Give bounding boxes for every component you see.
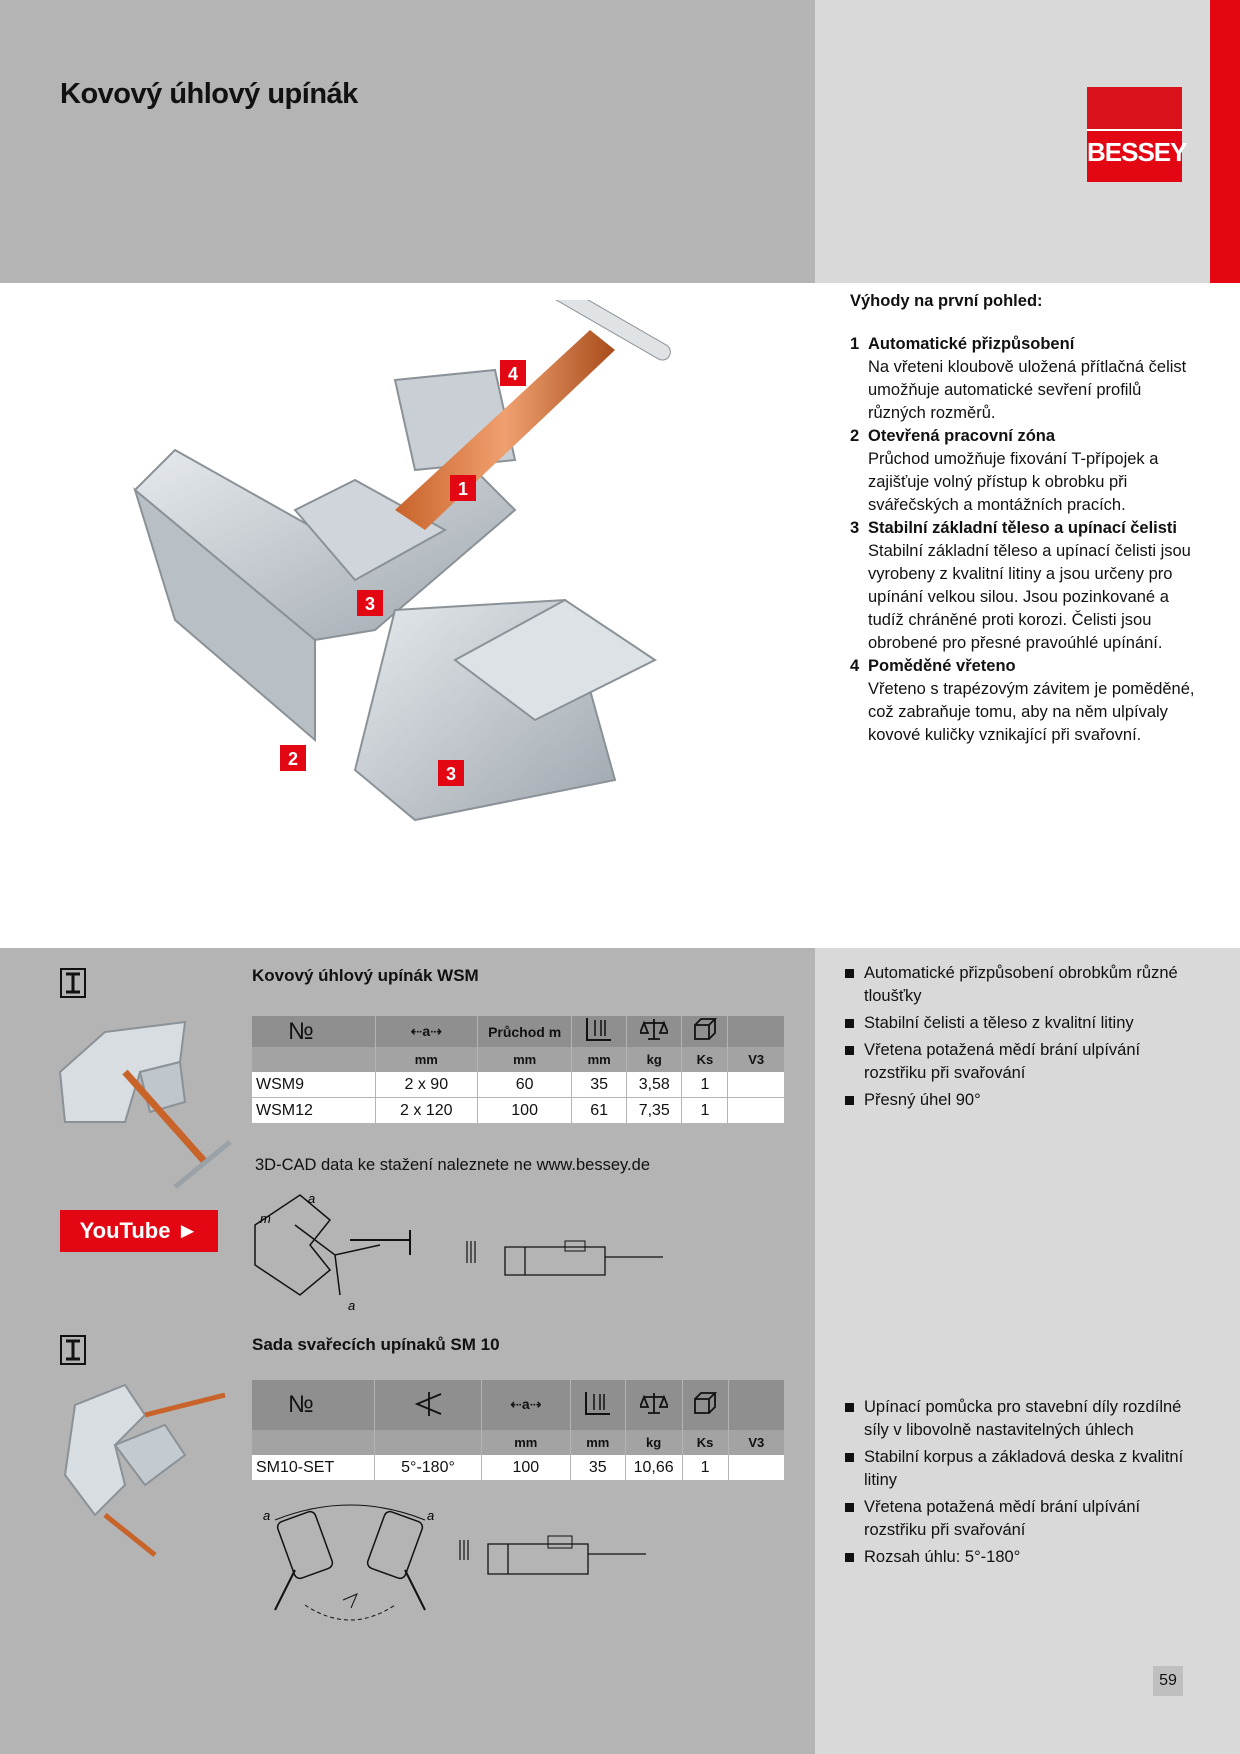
header-a: ⇠a⇢ [375, 1016, 477, 1047]
list-item: Stabilní korpus a základová deska z kvalitní litiny [845, 1446, 1205, 1492]
svg-text:a: a [348, 1298, 356, 1313]
list-item: Přesný úhel 90° [845, 1089, 1205, 1112]
height-icon [572, 1016, 627, 1047]
benefit-text: Vřeteno s trapézovým závitem je poměděné, což zabraňuje tomu, aby na něm ulpívaly kovové kuličky vznikající při svařovní. [868, 680, 1195, 744]
unit-cell: Ks [682, 1430, 728, 1455]
weight-icon [625, 1380, 682, 1430]
benefit-text: Na vřeteni kloubově uložená přítlačná čelist umožňuje automatické sevření profilů různých rozměrů. [868, 358, 1187, 422]
product-photo [95, 300, 775, 860]
table-row [252, 1455, 785, 1481]
page-title: Kovový úhlový upínák [60, 78, 358, 110]
unit-cell: mm [477, 1047, 571, 1072]
table-header-row [252, 1016, 785, 1047]
wsm-product-image [55, 1012, 245, 1202]
benefit-title: Stabilní základní těleso a upínací čelisti [868, 519, 1178, 537]
cell: 5°-180° [375, 1455, 481, 1481]
benefit-number: 4 [850, 657, 860, 675]
header-no: № [252, 1016, 375, 1047]
benefit-number: 2 [850, 427, 860, 445]
svg-text:a: a [263, 1508, 271, 1523]
table-row [252, 1072, 785, 1098]
benefit-text: Průchod umožňuje fixování T-přípojek a zajišťuje volný přístup k obrobku při svářečských a montážních pracích. [868, 450, 1159, 514]
weight-icon [627, 1016, 682, 1047]
callout-1 [450, 475, 476, 501]
units-row [252, 1430, 785, 1455]
svg-text:3: 3 [445, 764, 457, 784]
angle-icon [375, 1380, 481, 1430]
sm10-top-drawing [255, 1490, 445, 1630]
header-pass: Průchod m [477, 1016, 571, 1047]
cell: 60 [477, 1072, 571, 1098]
sm10-bullets [845, 1396, 1205, 1573]
list-item: Vřetena potažená mědí brání ulpívání rozstřiku při svařování [845, 1496, 1205, 1542]
unit-cell [252, 1047, 375, 1072]
cell: 2 x 120 [375, 1098, 477, 1124]
logo-stripe [1087, 87, 1182, 131]
cell: 1 [682, 1072, 728, 1098]
cad-note[interactable]: 3D-CAD data ke stažení naleznete ne www.bessey.de [255, 1156, 650, 1174]
cell: 35 [572, 1072, 627, 1098]
cell: 35 [570, 1455, 625, 1481]
svg-text:2: 2 [287, 749, 299, 769]
i-beam-icon [60, 968, 86, 998]
list-item: Upínací pomůcka pro stavební díly rozdílné síly v libovolně nastavitelných úhlech [845, 1396, 1205, 1442]
unit-cell [252, 1430, 375, 1455]
unit-cell: V3 [728, 1430, 784, 1455]
logo-text: BESSEY [1087, 137, 1187, 167]
header-v3 [728, 1380, 784, 1430]
benefit-item [850, 425, 1195, 517]
header-v3 [728, 1016, 785, 1047]
youtube-button[interactable]: YouTube ► [60, 1210, 218, 1252]
cell-article: WSM9 [252, 1072, 375, 1098]
wsm-top-drawing [250, 1185, 440, 1315]
unit-cell: kg [627, 1047, 682, 1072]
cell: 1 [682, 1455, 728, 1481]
box-icon [682, 1380, 728, 1430]
cell [728, 1455, 784, 1481]
list-item: Vřetena potažená mědí brání ulpívání rozstřiku při svařování [845, 1039, 1205, 1085]
callout-3b [438, 760, 464, 786]
table-header-row [252, 1380, 785, 1430]
units-row [252, 1047, 785, 1072]
sm10-spec-table [252, 1380, 785, 1481]
cell: 2 x 90 [375, 1072, 477, 1098]
svg-text:1: 1 [457, 479, 469, 499]
i-beam-icon [60, 1335, 86, 1365]
unit-cell: mm [572, 1047, 627, 1072]
unit-cell: kg [625, 1430, 682, 1455]
cell [728, 1072, 785, 1098]
cell: 100 [481, 1455, 570, 1481]
benefits-list [850, 290, 1195, 747]
unit-cell: mm [481, 1430, 570, 1455]
sm10-title: Sada svařecích upínaků SM 10 [252, 1335, 500, 1354]
brand-red-bar [1210, 0, 1240, 283]
cell: 7,35 [627, 1098, 682, 1124]
wsm-bullets [845, 962, 1205, 1116]
benefit-number: 3 [850, 519, 860, 537]
wsm-spec-table [252, 1016, 785, 1124]
cell: 61 [572, 1098, 627, 1124]
svg-text:m: m [260, 1211, 271, 1226]
unit-cell [375, 1430, 481, 1455]
benefit-text: Stabilní základní těleso a upínací čelisti jsou vyrobeny z kvalitní litiny a jsou určeny pro upínání velkou silou. Jsou pozinkované a tudíž chráněné proti korozi. Čelisti jsou obrobené pro přesné pravoúhlé upínání. [868, 542, 1191, 652]
list-item: Automatické přizpůsobení obrobkům různé tloušťky [845, 962, 1205, 1008]
benefits-heading: Výhody na první pohled: [850, 292, 1043, 310]
cell-article: SM10-SET [252, 1455, 375, 1481]
cell: 10,66 [625, 1455, 682, 1481]
height-icon [570, 1380, 625, 1430]
cell: 3,58 [627, 1072, 682, 1098]
benefit-item [850, 333, 1195, 425]
header-a: ⇠a⇢ [481, 1380, 570, 1430]
callout-2 [280, 745, 306, 771]
benefit-title: Otevřená pracovní zóna [868, 427, 1056, 445]
cell: 1 [682, 1098, 728, 1124]
sm10-side-drawing [458, 1530, 648, 1585]
header-no: № [252, 1380, 375, 1430]
svg-text:a: a [308, 1191, 316, 1206]
cell-article: WSM12 [252, 1098, 375, 1124]
benefit-item [850, 517, 1195, 655]
box-icon [682, 1016, 728, 1047]
benefit-number: 1 [850, 335, 860, 353]
unit-cell: mm [570, 1430, 625, 1455]
callout-3a [357, 590, 383, 616]
bessey-logo [1087, 87, 1187, 182]
unit-cell: Ks [682, 1047, 728, 1072]
cell: 100 [477, 1098, 571, 1124]
svg-text:a: a [427, 1508, 435, 1523]
svg-text:3: 3 [364, 594, 376, 614]
cell [728, 1098, 785, 1124]
clamp-body [135, 370, 655, 820]
list-item: Stabilní čelisti a těleso z kvalitní litiny [845, 1012, 1205, 1035]
benefit-title: Poměděné vřeteno [868, 657, 1016, 675]
sm10-product-image [55, 1375, 230, 1565]
header-band [0, 0, 815, 283]
list-item: Rozsah úhlu: 5°-180° [845, 1546, 1205, 1569]
unit-cell: V3 [728, 1047, 785, 1072]
wsm-side-drawing [465, 1235, 665, 1285]
svg-text:4: 4 [507, 364, 519, 384]
table-row [252, 1098, 785, 1124]
unit-cell: mm [375, 1047, 477, 1072]
wsm-title: Kovový úhlový upínák WSM [252, 966, 479, 985]
callout-4 [500, 360, 526, 386]
benefit-item [850, 655, 1195, 747]
page-number: 59 [1153, 1666, 1183, 1696]
benefit-title: Automatické přizpůsobení [868, 335, 1075, 353]
